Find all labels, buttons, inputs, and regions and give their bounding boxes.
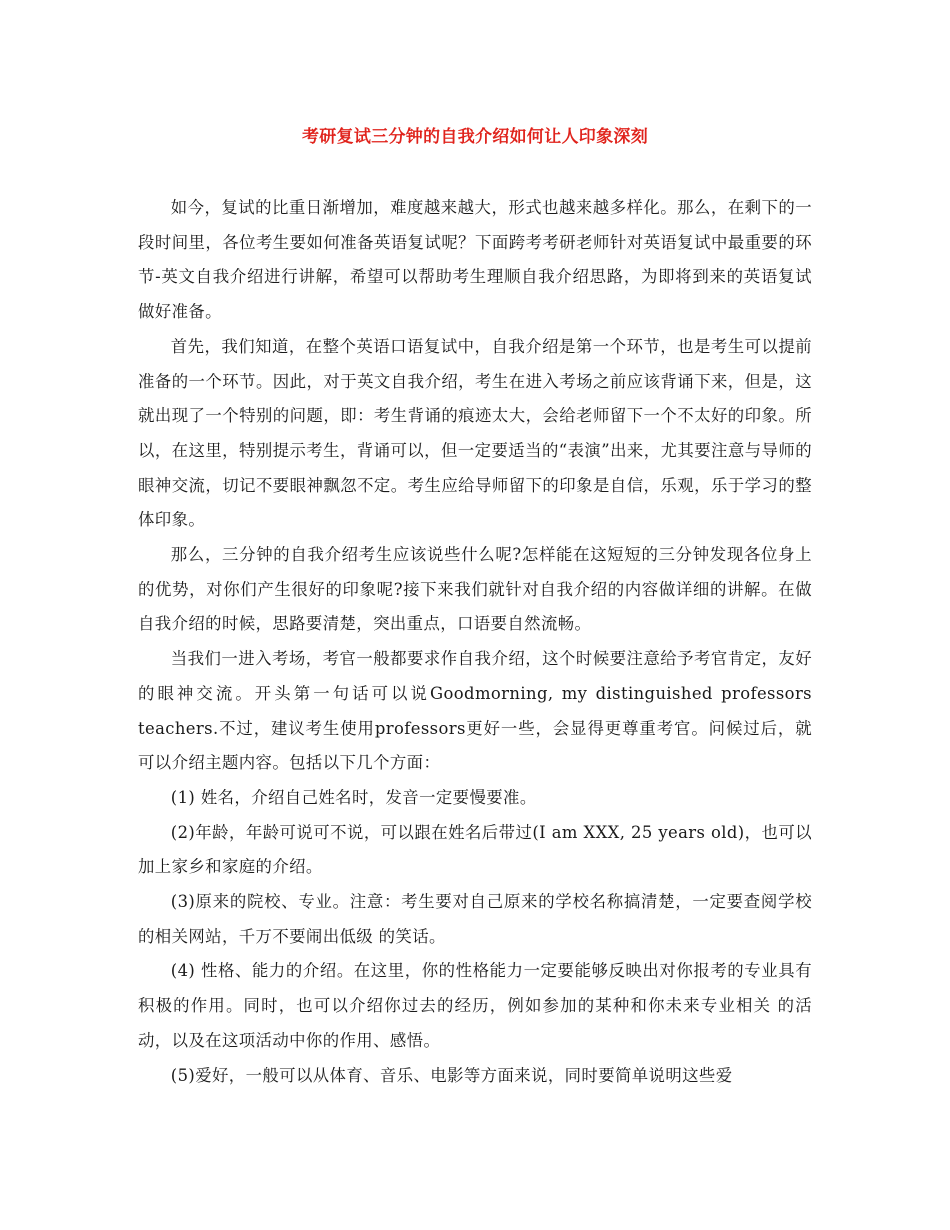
list-item-name: (1) 姓名，介绍自己姓名时，发音一定要慢要准。 [170,787,537,807]
document-body [138,191,812,1093]
list-item-age: (2)年龄，年龄可说可不说，可以跟在姓名后带过(I am XXX, 25 years old)，也可以加上家乡和家庭的介绍。 [138,822,812,877]
paragraph-greeting: 当我们一进入考场，考官一般都要求作自我介绍，这个时候要注意给予考官肯定，友好的眼神交流。开头第一句话可以说Goodmorning, my distinguished professors teachers.不过，建议考生使用professors更好一些，会显得更尊重考官。问候过后，就可以介绍主题内容。包括以下几个方面： [138,649,812,773]
paragraph-content-question: 那么，三分钟的自我介绍考生应该说些什么呢?怎样能在这短短的三分钟发现各位身上的优势，对你们产生很好的印象呢?接下来我们就针对自我介绍的内容做详细的讲解。在做自我介绍的时候，思路要清楚，突出重点，口语要自然流畅。 [138,545,812,634]
list-item-hobbies: (5)爱好，一般可以从体育、音乐、电影等方面来说，同时要简单说明这些爱 [170,1065,733,1085]
document-title: 考研复试三分钟的自我介绍如何让人印象深刻 [302,127,648,147]
paragraph-intro: 如今，复试的比重日渐增加，难度越来越大，形式也越来越多样化。那么，在剩下的一段时间里，各位考生要如何准备英语复试呢？下面跨考考研老师针对英语复试中最重要的环节-英文自我介绍进行讲解，希望可以帮助考生理顺自我介绍思路，为即将到来的英语复试做好准备。 [138,198,812,322]
list-item-school: (3)原来的院校、专业。注意：考生要对自己原来的学校名称搞清楚，一定要查阅学校的相关网站，千万不要闹出低级 的笑话。 [138,892,812,946]
list-item-personality: (4) 性格、能力的介绍。在这里，你的性格能力一定要能够反映出对你报考的专业具有积极的作用。同时，也可以介绍你过去的经历，例如参加的某种和你未来专业相关 的活动，以及在这项活动中你的作用、感悟。 [138,961,812,1050]
paragraph-first: 首先，我们知道，在整个英语口语复试中，自我介绍是第一个环节，也是考生可以提前准备的一个环节。因此，对于英文自我介绍，考生在进入考场之前应该背诵下来，但是，这就出现了一个特别的问题，即：考生背诵的痕迹太大，会给老师留下一个不太好的印象。所以，在这里，特别提示考生，背诵可以，但一定要适当的“表演”出来，尤其要注意与导师的眼神交流，切记不要眼神飘忽不定。考生应给导师留下的印象是自信，乐观，乐于学习的整体印象。 [138,336,812,530]
